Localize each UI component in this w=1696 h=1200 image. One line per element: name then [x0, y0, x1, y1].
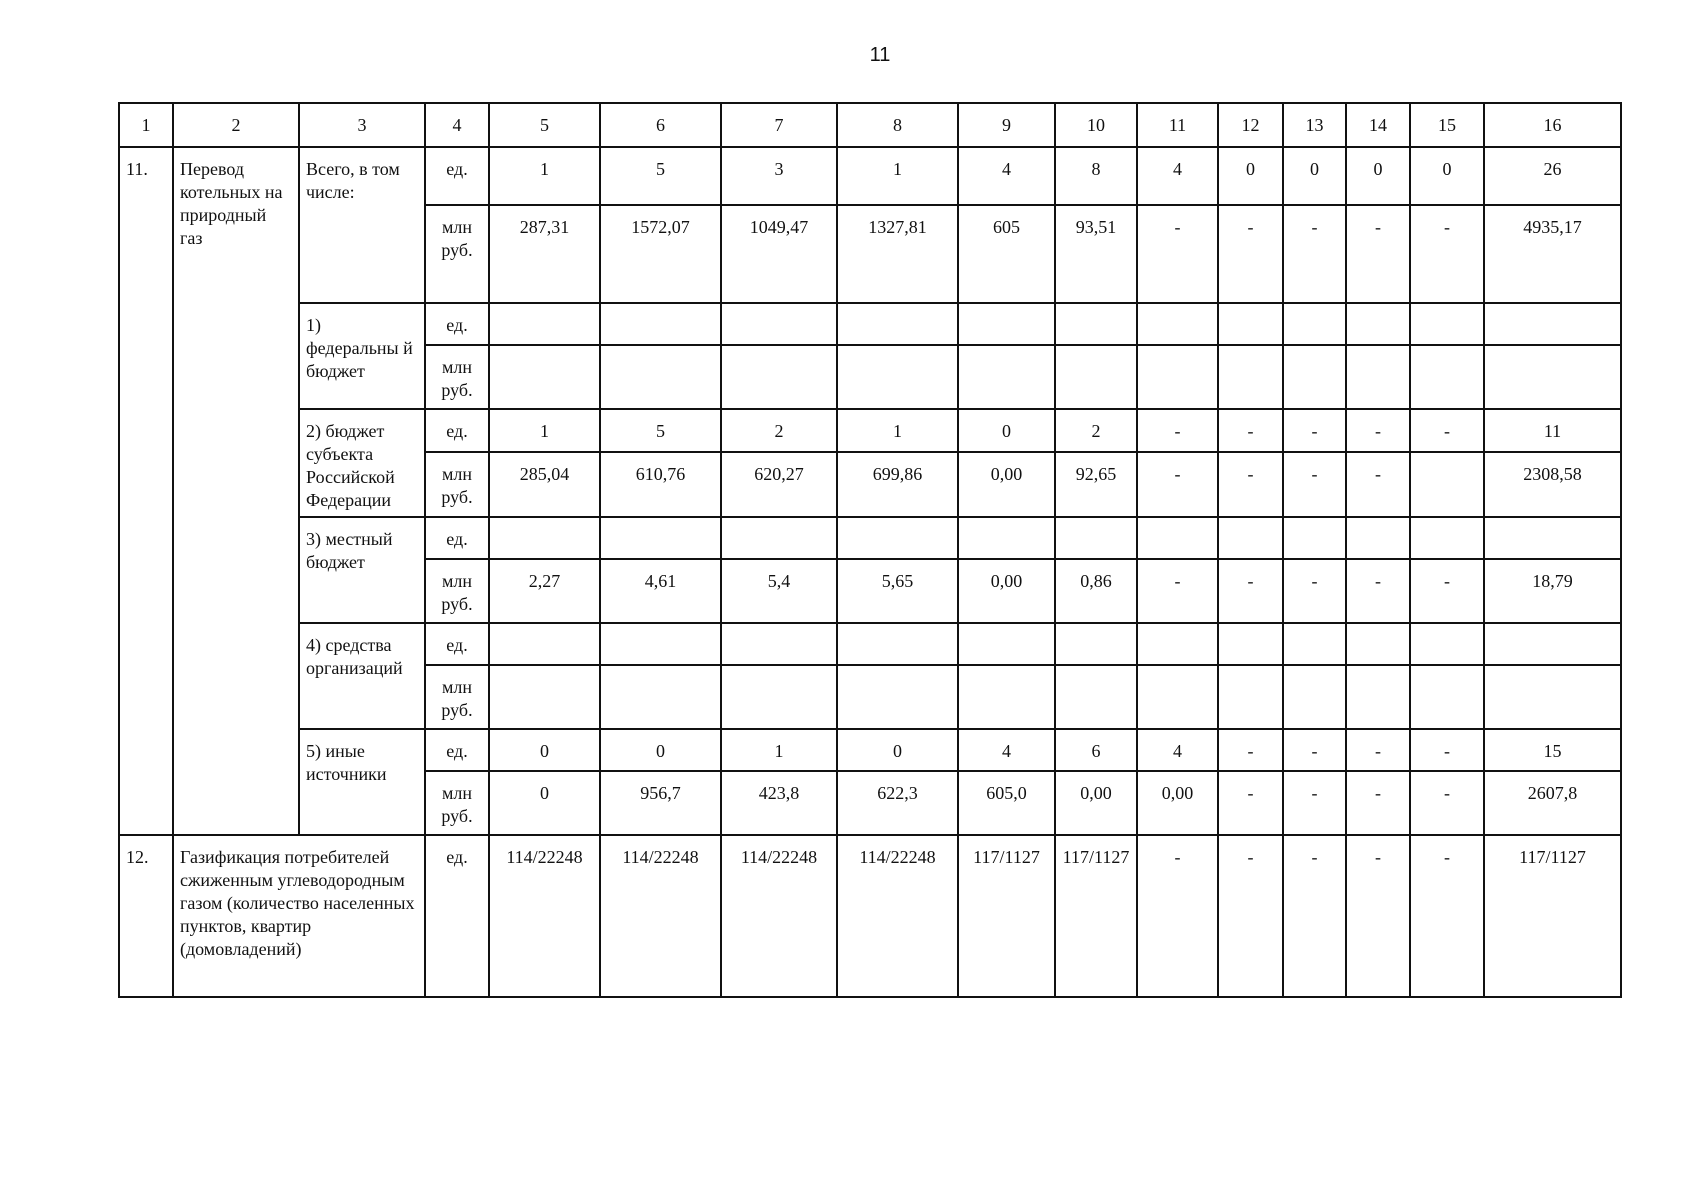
value-cell	[1484, 303, 1621, 345]
source-label: 2) бюджет субъекта Российской Федерации	[299, 409, 425, 517]
value-cell: 114/22248	[600, 835, 721, 997]
value-cell	[1137, 345, 1218, 409]
value-cell: 4	[958, 729, 1055, 771]
value-cell	[721, 345, 837, 409]
value-cell	[958, 623, 1055, 665]
unit-label: млн руб.	[425, 345, 489, 409]
value-cell: -	[1410, 205, 1484, 303]
column-header: 15	[1410, 103, 1484, 147]
value-cell: -	[1137, 205, 1218, 303]
value-cell	[721, 517, 837, 559]
value-cell: 610,76	[600, 452, 721, 517]
value-cell: -	[1283, 835, 1346, 997]
value-cell	[721, 623, 837, 665]
value-cell: 0	[489, 729, 600, 771]
value-cell: 620,27	[721, 452, 837, 517]
value-cell: -	[1410, 729, 1484, 771]
value-cell: -	[1137, 559, 1218, 623]
value-cell: 0,00	[1137, 771, 1218, 835]
value-cell	[1283, 623, 1346, 665]
value-cell: 26	[1484, 147, 1621, 205]
value-cell	[1410, 452, 1484, 517]
value-cell: 6	[1055, 729, 1137, 771]
value-cell	[489, 623, 600, 665]
value-cell	[1137, 665, 1218, 729]
value-cell: -	[1283, 409, 1346, 452]
value-cell	[600, 303, 721, 345]
value-cell: -	[1218, 409, 1283, 452]
value-cell	[958, 517, 1055, 559]
value-cell: 1	[837, 409, 958, 452]
value-cell: 605,0	[958, 771, 1055, 835]
value-cell: 93,51	[1055, 205, 1137, 303]
value-cell	[958, 345, 1055, 409]
value-cell	[1346, 517, 1410, 559]
value-cell: 2,27	[489, 559, 600, 623]
value-cell	[1484, 665, 1621, 729]
page-number: 11	[869, 44, 891, 66]
data-table	[118, 102, 1622, 998]
value-cell: -	[1218, 205, 1283, 303]
value-cell	[837, 517, 958, 559]
column-header: 11	[1137, 103, 1218, 147]
value-cell: 3	[721, 147, 837, 205]
value-cell: -	[1346, 452, 1410, 517]
value-cell	[958, 665, 1055, 729]
value-cell: 0	[837, 729, 958, 771]
value-cell: 0	[489, 771, 600, 835]
unit-label: ед.	[425, 303, 489, 345]
value-cell	[1484, 345, 1621, 409]
value-cell: 1049,47	[721, 205, 837, 303]
column-header: 9	[958, 103, 1055, 147]
value-cell: -	[1218, 771, 1283, 835]
value-cell	[1410, 303, 1484, 345]
column-header: 16	[1484, 103, 1621, 147]
value-cell	[837, 623, 958, 665]
value-cell: 1572,07	[600, 205, 721, 303]
value-cell	[1218, 665, 1283, 729]
value-cell	[1410, 623, 1484, 665]
value-cell: -	[1283, 771, 1346, 835]
value-cell: 2607,8	[1484, 771, 1621, 835]
value-cell: -	[1283, 205, 1346, 303]
value-cell	[1410, 665, 1484, 729]
value-cell: 8	[1055, 147, 1137, 205]
column-header: 8	[837, 103, 958, 147]
source-label: 1) федеральны й бюджет	[299, 303, 425, 409]
value-cell: 699,86	[837, 452, 958, 517]
value-cell: 4935,17	[1484, 205, 1621, 303]
value-cell: -	[1410, 835, 1484, 997]
value-cell: 114/22248	[721, 835, 837, 997]
value-cell: 4	[1137, 147, 1218, 205]
source-label: 4) средства организаций	[299, 623, 425, 729]
value-cell: 4	[1137, 729, 1218, 771]
value-cell: 1	[489, 409, 600, 452]
value-cell	[1484, 517, 1621, 559]
source-label: 3) местный бюджет	[299, 517, 425, 623]
value-cell: 285,04	[489, 452, 600, 517]
column-header: 4	[425, 103, 489, 147]
column-header: 5	[489, 103, 600, 147]
value-cell: 622,3	[837, 771, 958, 835]
column-header: 14	[1346, 103, 1410, 147]
value-cell	[721, 665, 837, 729]
column-header: 3	[299, 103, 425, 147]
column-header: 7	[721, 103, 837, 147]
value-cell	[958, 303, 1055, 345]
value-cell	[489, 517, 600, 559]
unit-label: ед.	[425, 409, 489, 452]
value-cell: -	[1218, 559, 1283, 623]
value-cell: -	[1283, 559, 1346, 623]
value-cell: 117/1127	[1484, 835, 1621, 997]
value-cell: 1	[721, 729, 837, 771]
value-cell	[1346, 623, 1410, 665]
value-cell: 0	[958, 409, 1055, 452]
row-title: Газификация потребителей сжиженным углеводородным газом (количество населенных пунктов, квартир (домовладений)	[173, 835, 425, 997]
column-header: 12	[1218, 103, 1283, 147]
value-cell	[837, 303, 958, 345]
value-cell: 287,31	[489, 205, 600, 303]
value-cell	[1410, 517, 1484, 559]
source-label: 5) иные источники	[299, 729, 425, 835]
table-row	[119, 835, 1621, 997]
value-cell: 117/1127	[1055, 835, 1137, 997]
value-cell	[837, 345, 958, 409]
value-cell: 114/22248	[489, 835, 600, 997]
value-cell	[1346, 303, 1410, 345]
row-number: 11.	[119, 147, 173, 835]
value-cell: -	[1410, 771, 1484, 835]
value-cell	[600, 345, 721, 409]
value-cell	[1283, 665, 1346, 729]
value-cell: 0,00	[958, 559, 1055, 623]
value-cell: 1	[489, 147, 600, 205]
value-cell	[1137, 303, 1218, 345]
value-cell: 0	[600, 729, 721, 771]
value-cell	[1283, 517, 1346, 559]
unit-label: ед.	[425, 517, 489, 559]
value-cell: 0	[1346, 147, 1410, 205]
unit-label: ед.	[425, 147, 489, 205]
value-cell: 5	[600, 147, 721, 205]
value-cell: 0	[1283, 147, 1346, 205]
value-cell: 0	[1410, 147, 1484, 205]
value-cell: -	[1218, 835, 1283, 997]
value-cell: 4,61	[600, 559, 721, 623]
unit-label: млн руб.	[425, 559, 489, 623]
value-cell: -	[1346, 409, 1410, 452]
unit-label: млн руб.	[425, 452, 489, 517]
source-label: Всего, в том числе:	[299, 147, 425, 303]
value-cell: -	[1137, 452, 1218, 517]
value-cell: 5,4	[721, 559, 837, 623]
value-cell	[489, 303, 600, 345]
value-cell	[1137, 517, 1218, 559]
value-cell	[721, 303, 837, 345]
unit-label: млн руб.	[425, 205, 489, 303]
table-row	[119, 409, 1621, 452]
column-header: 2	[173, 103, 299, 147]
row-title: Перевод котельных на природный газ	[173, 147, 299, 835]
value-cell: -	[1346, 205, 1410, 303]
value-cell: 114/22248	[837, 835, 958, 997]
unit-label: ед.	[425, 729, 489, 771]
column-header: 13	[1283, 103, 1346, 147]
value-cell	[1055, 345, 1137, 409]
value-cell: -	[1410, 409, 1484, 452]
value-cell: -	[1346, 771, 1410, 835]
value-cell: -	[1346, 729, 1410, 771]
value-cell	[489, 665, 600, 729]
value-cell	[1283, 303, 1346, 345]
value-cell	[1218, 623, 1283, 665]
value-cell: -	[1218, 729, 1283, 771]
value-cell	[600, 623, 721, 665]
value-cell: 0,86	[1055, 559, 1137, 623]
value-cell: 15	[1484, 729, 1621, 771]
value-cell	[489, 345, 600, 409]
value-cell: -	[1218, 452, 1283, 517]
value-cell: 5	[600, 409, 721, 452]
value-cell	[1218, 345, 1283, 409]
value-cell: 0,00	[1055, 771, 1137, 835]
value-cell: -	[1137, 409, 1218, 452]
unit-label: ед.	[425, 623, 489, 665]
value-cell: 117/1127	[958, 835, 1055, 997]
value-cell: 1327,81	[837, 205, 958, 303]
value-cell: 4	[958, 147, 1055, 205]
value-cell: -	[1283, 452, 1346, 517]
value-cell: 2	[1055, 409, 1137, 452]
column-header: 6	[600, 103, 721, 147]
unit-label: млн руб.	[425, 665, 489, 729]
value-cell: 2308,58	[1484, 452, 1621, 517]
value-cell	[1055, 303, 1137, 345]
value-cell: 0,00	[958, 452, 1055, 517]
value-cell	[1410, 345, 1484, 409]
value-cell: 18,79	[1484, 559, 1621, 623]
value-cell: -	[1283, 729, 1346, 771]
value-cell	[1055, 517, 1137, 559]
value-cell	[600, 665, 721, 729]
value-cell	[1346, 665, 1410, 729]
row-number: 12.	[119, 835, 173, 997]
value-cell: 956,7	[600, 771, 721, 835]
value-cell: 605	[958, 205, 1055, 303]
value-cell	[600, 517, 721, 559]
value-cell: -	[1137, 835, 1218, 997]
table-row	[119, 303, 1621, 345]
value-cell: 423,8	[721, 771, 837, 835]
value-cell	[1055, 665, 1137, 729]
value-cell	[1137, 623, 1218, 665]
value-cell	[1055, 623, 1137, 665]
value-cell: 2	[721, 409, 837, 452]
value-cell	[1346, 345, 1410, 409]
value-cell: 1	[837, 147, 958, 205]
unit-label: млн руб.	[425, 771, 489, 835]
value-cell: 11	[1484, 409, 1621, 452]
table-row	[119, 623, 1621, 665]
unit-label: ед.	[425, 835, 489, 997]
column-header: 1	[119, 103, 173, 147]
value-cell: -	[1410, 559, 1484, 623]
value-cell: -	[1346, 559, 1410, 623]
table-row	[119, 729, 1621, 771]
table-row	[119, 147, 1621, 205]
value-cell	[1218, 517, 1283, 559]
header-row	[119, 103, 1621, 147]
value-cell: 5,65	[837, 559, 958, 623]
value-cell: -	[1346, 835, 1410, 997]
value-cell	[1218, 303, 1283, 345]
value-cell: 92,65	[1055, 452, 1137, 517]
value-cell	[837, 665, 958, 729]
column-header: 10	[1055, 103, 1137, 147]
value-cell: 0	[1218, 147, 1283, 205]
value-cell	[1484, 623, 1621, 665]
value-cell	[1283, 345, 1346, 409]
table-row	[119, 517, 1621, 559]
